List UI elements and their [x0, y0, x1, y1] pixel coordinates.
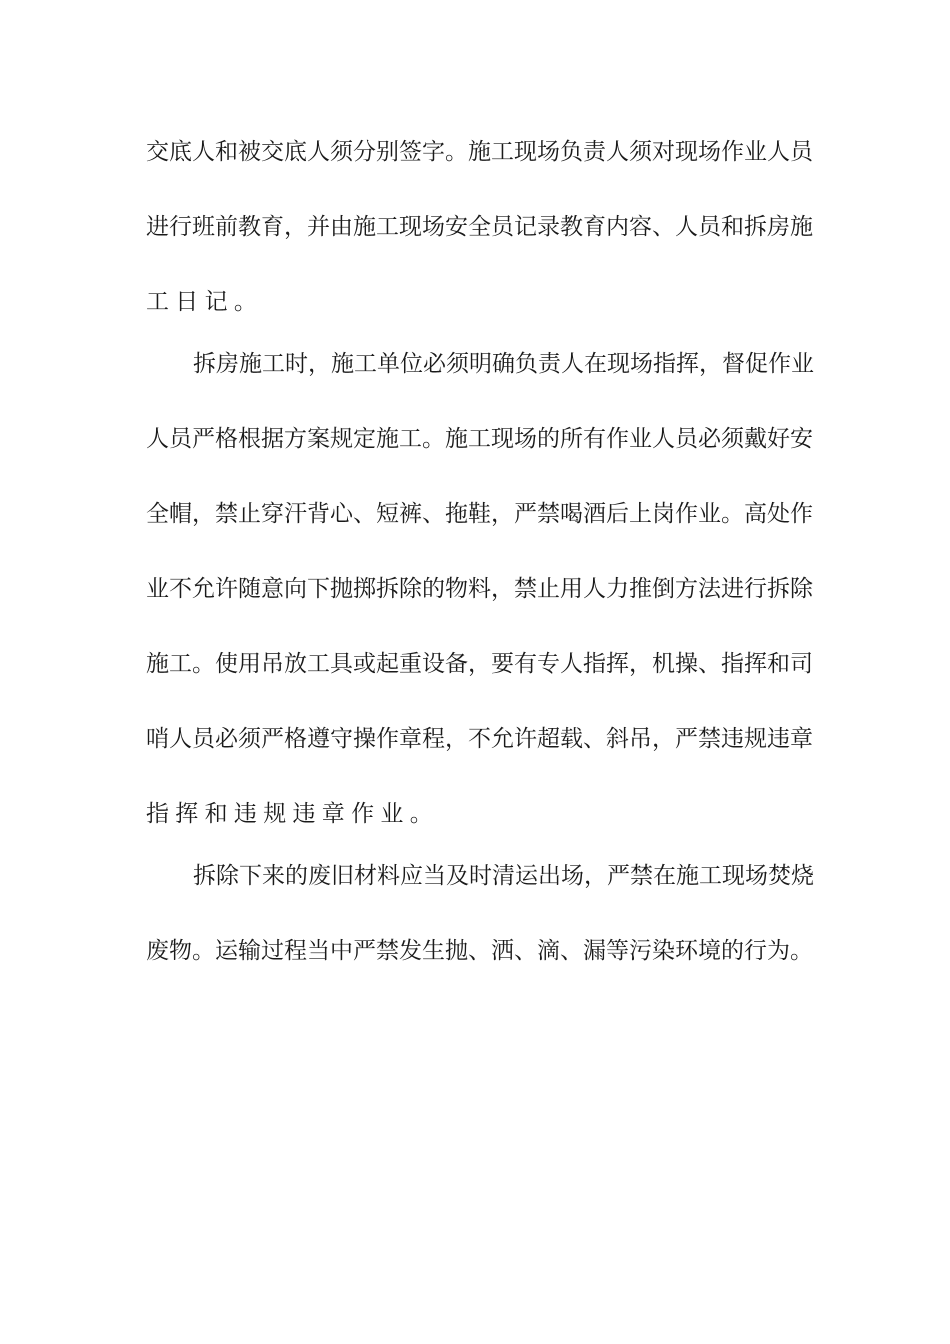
- paragraph-line: 施工。使用吊放工具或起重设备，要有专人指挥，机操、指挥和司: [146, 651, 813, 677]
- paragraph-line: 全帽，禁止穿汗背心、短裤、拖鞋，严禁喝酒后上岗作业。高处作: [146, 501, 813, 527]
- paragraph-line: 交底人和被交底人须分别签字。施工现场负责人须对现场作业人员: [146, 139, 813, 165]
- paragraph-line: 指挥和违规违章作业。: [146, 801, 439, 827]
- paragraph-line: 哨人员必须严格遵守操作章程，不允许超载、斜吊，严禁违规违章: [146, 726, 813, 752]
- paragraph-line: 废物。运输过程当中严禁发生抛、洒、滴、漏等污染环境的行为。: [146, 938, 813, 964]
- paragraph-line: 业不允许随意向下抛掷拆除的物料，禁止用人力推倒方法进行拆除: [146, 576, 813, 602]
- paragraph-line: 拆除下来的废旧材料应当及时清运出场，严禁在施工现场焚烧: [193, 863, 814, 889]
- paragraph-line: 进行班前教育，并由施工现场安全员记录教育内容、人员和拆房施: [146, 214, 813, 240]
- paragraph-line: 工日记。: [146, 289, 264, 315]
- paragraph-line: 人员严格根据方案规定施工。施工现场的所有作业人员必须戴好安: [146, 426, 813, 452]
- paragraph-line: 拆房施工时，施工单位必须明确负责人在现场指挥，督促作业: [193, 351, 814, 377]
